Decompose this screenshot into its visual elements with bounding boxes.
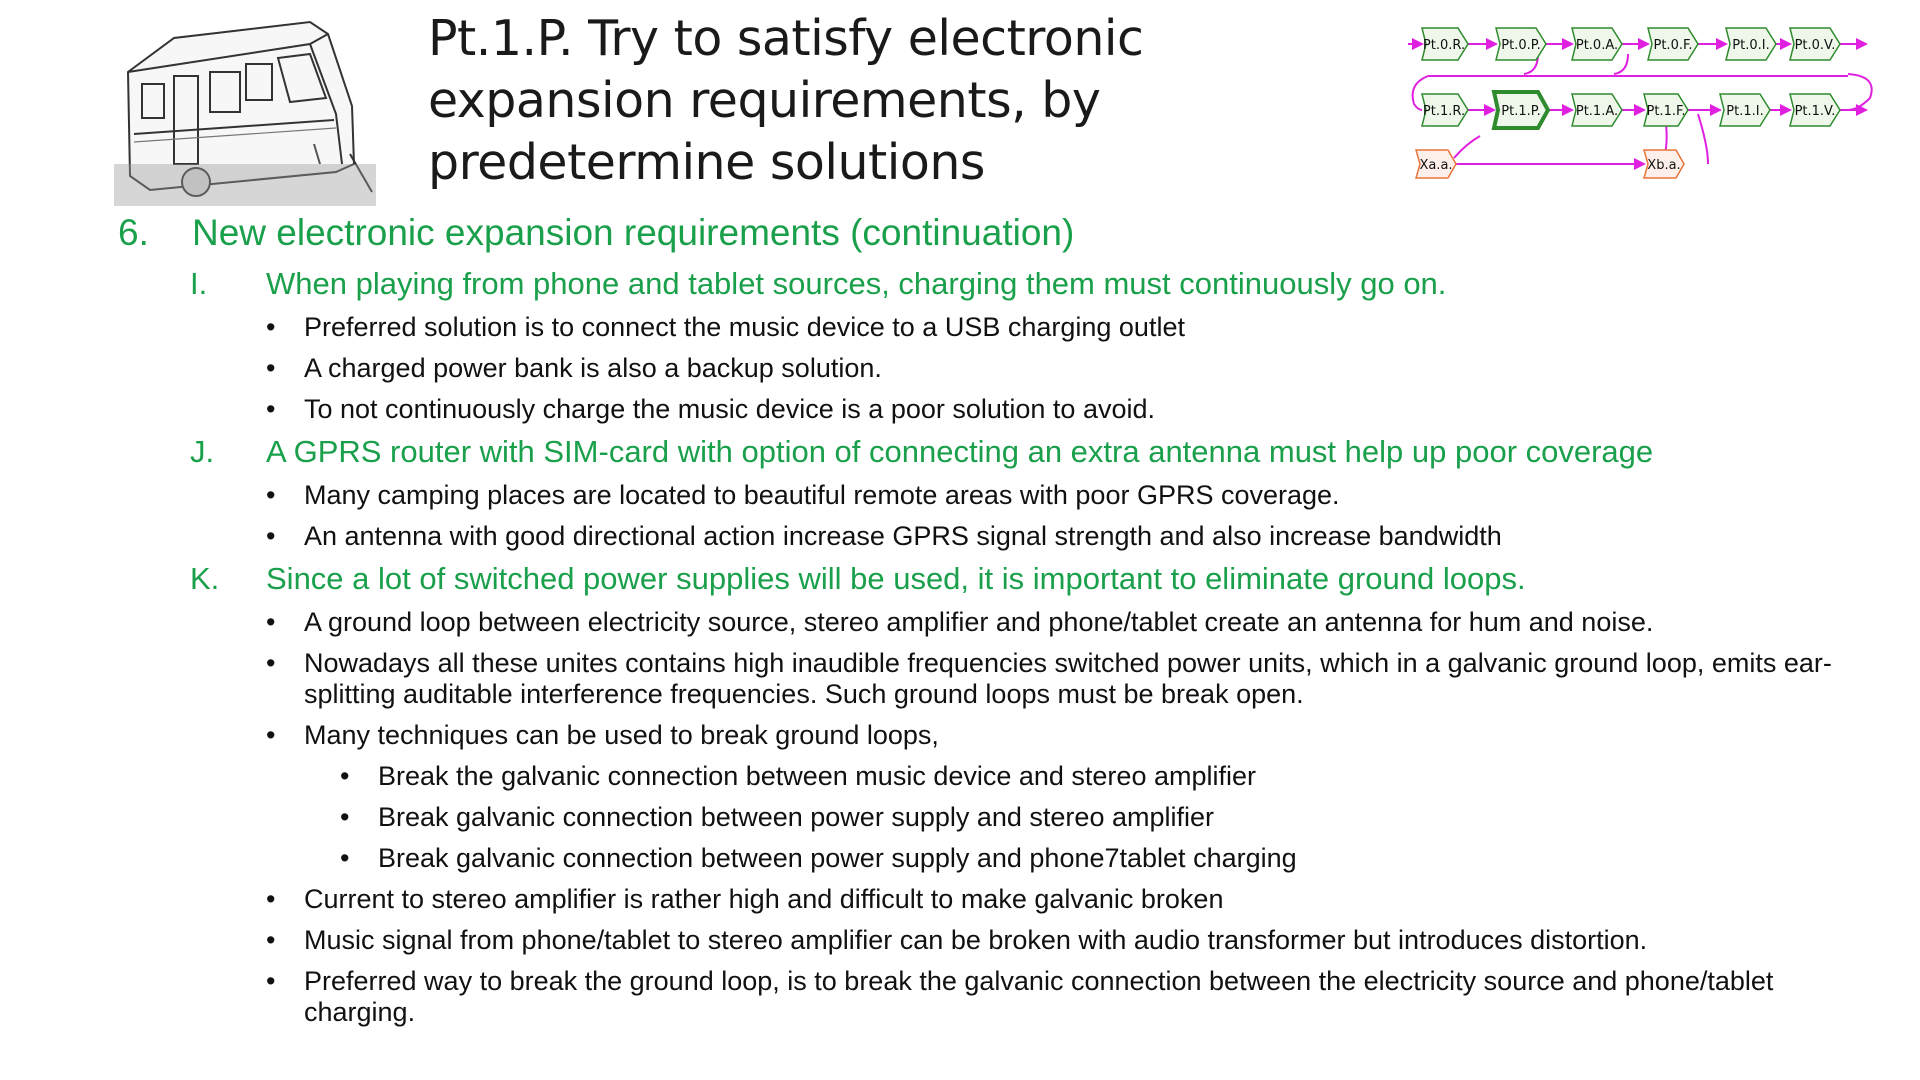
flow-node [1726, 28, 1776, 60]
section-letter: J. [190, 434, 215, 469]
svg-text:Pt.0.V.: Pt.0.V. [1794, 38, 1836, 53]
flow-node [1572, 28, 1622, 60]
caravan-image [114, 14, 376, 206]
section-letter: K. [190, 561, 220, 596]
flow-node [1496, 28, 1546, 60]
flow-node-extra [1644, 150, 1684, 178]
svg-text:Xb.a.: Xb.a. [1647, 158, 1681, 173]
svg-text:Pt.1.V.: Pt.1.V. [1794, 104, 1836, 119]
svg-text:Pt.1.P.: Pt.1.P. [1501, 104, 1541, 119]
flow-node-active [1494, 92, 1548, 128]
svg-text:Pt.1.A.: Pt.1.A. [1575, 104, 1619, 119]
flow-node [1790, 94, 1840, 126]
svg-text:Pt.0.R.: Pt.0.R. [1422, 38, 1466, 53]
flow-node [1422, 94, 1468, 126]
flow-node [1790, 28, 1840, 60]
section-text: A GPRS router with SIM-card with option of connecting an extra antenna must help up poor coverage [266, 434, 1654, 469]
svg-text:Pt.0.P.: Pt.0.P. [1501, 38, 1541, 53]
svg-text:Xa.a.: Xa.a. [1419, 158, 1453, 173]
svg-text:Pt.1.R.: Pt.1.R. [1422, 104, 1466, 119]
section-letter: I. [190, 266, 208, 301]
section-text: Since a lot of switched power supplies will be used, it is important to eliminate ground loops. [266, 561, 1526, 596]
flow-node [1572, 94, 1622, 126]
heading-number: 6. [118, 212, 149, 253]
svg-text:Pt.0.A.: Pt.0.A. [1575, 38, 1619, 53]
section-text: When playing from phone and tablet sources, charging them must continuously go on. [266, 266, 1447, 301]
heading-text: New electronic expansion requirements (continuation) [192, 212, 1075, 253]
flow-node [1644, 94, 1688, 126]
svg-text:Pt.0.F.: Pt.0.F. [1653, 38, 1693, 53]
flow-node-extra [1416, 150, 1456, 178]
svg-text:Pt.0.I.: Pt.0.I. [1732, 38, 1770, 53]
slide: Pt.1.P. Try to satisfy electronic expansion requirements, by predetermine solutions Pt.0.R. Pt.0.P. Pt.0.A. Pt.0.F. Pt.0.I. Pt.0.V. Pt.1.R. Pt.1.P. Pt.1.A. Pt.1.F. Pt.1.I. Pt.1.V. Xa.a. Xb.a. 6. New electronic expansion requirements (continuation) I. When playing from phone and tablet sources, charging them must continuously go on. • Preferred solution is to connect the music device to a USB charging outlet • A charged power bank is also a backup solution. • To not continuously charge the music device is a poor solution to avoid. J. A GPRS router with SIM-card with option of connecting an extra antenna must help up poor coverage • Many camping places are located to beautiful remote areas with poor GPRS coverage. • An antenna with good directional action increase GPRS signal strength and also increase bandwidth K. Since a lot of switched power supplies will be used, it is important to eliminate ground loops. • A ground loop between electricity source, stereo amplifier and phone/tablet create an antenna for hum and noise. • Nowadays all these unites contains high inaudible frequencies switched power units, which in a galvanic ground loop, emits ear-splitting auditable interference frequencies. Such ground loops must be break open. • Many techniques can be used to break ground loops, • Break the galvanic connection between music device and stereo amplifier • Break galvanic connection between power supply and stereo amplifier • Break galvanic connection between power supply and phone7tablet charging • Current to stereo amplifier is rather high and difficult to make galvanic broken • Music signal from phone/tablet to stereo amplifier can be broken with audio transformer but introduces distortion. • Preferred way to break the ground loop, is to break the galvanic connection between the electricity source and phone/tablet charging. [0, 0, 1920, 1080]
flow-node [1422, 28, 1468, 60]
flow-node [1648, 28, 1698, 60]
slide-title: Pt.1.P. Try to satisfy electronic expansion requirements, by predetermine solutions [428, 10, 1144, 191]
process-flow-diagram [1408, 14, 1878, 188]
svg-text:Pt.1.I.: Pt.1.I. [1726, 104, 1764, 119]
flow-node [1720, 94, 1770, 126]
svg-text:Pt.1.F.: Pt.1.F. [1646, 104, 1686, 119]
